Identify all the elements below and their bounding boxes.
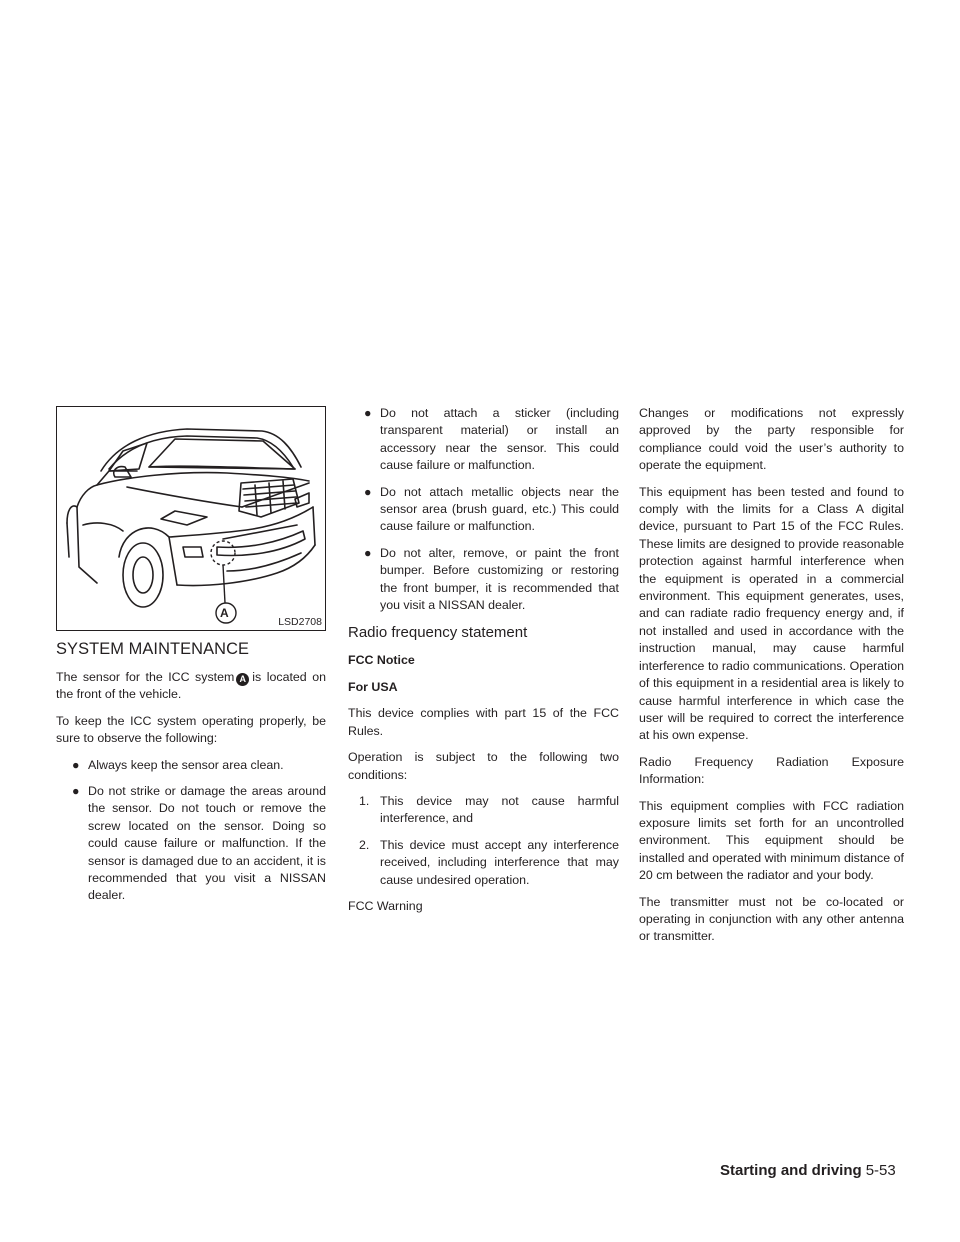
bullet-icon: ● [72, 757, 80, 772]
list-item [56, 783, 326, 905]
bullet-icon: ● [364, 406, 372, 420]
list-item-text: Always keep the sensor area clean. [88, 757, 284, 772]
sensor-location-paragraph [56, 669, 326, 704]
list-item [348, 837, 619, 889]
sensor-text-after: is located on the front of the vehicle. [56, 670, 326, 702]
conditions-intro-paragraph: Operation is subject to the following two conditions: [348, 750, 619, 782]
vehicle-sensor-figure [56, 406, 326, 631]
system-maintenance-heading: SYSTEM MAINTENANCE [56, 640, 250, 658]
list-item-text: Do not strike or damage the areas around the sensor. Do not touch or remove the screw located on the sensor. Doing so could cause failure or malfunction. If the sensor is damaged due to an accident, it is recommended that you visit a NISSAN dealer. [88, 784, 326, 903]
bullet-icon: ● [364, 484, 372, 499]
bullet-icon: ● [364, 545, 372, 560]
list-item-text: Do not attach a sticker (including transparent material) or install an accessory near the sensor. This could cause failure or malfunction. [380, 406, 619, 473]
exposure-info-label: Radio Frequency Radiation Exposure Information: [639, 754, 904, 787]
list-item-number: 1. [359, 793, 370, 808]
page-footer [720, 1161, 910, 1181]
radio-frequency-heading: Radio frequency statement [348, 624, 528, 642]
maintenance-list-col1 [56, 757, 326, 905]
page-number: 5-53 [865, 1162, 896, 1179]
figure-code: LSD2708 [278, 616, 322, 628]
transmitter-paragraph: The transmitter must not be co-located or operating in conjunction with any other antenna or transmitter. [639, 894, 904, 944]
list-item-text: Do not attach metallic objects near the sensor area (brush guard, etc.) This could cause failure or malfunction. [380, 484, 619, 534]
for-usa-heading: For USA [348, 679, 398, 694]
exposure-limits-paragraph: This equipment complies with FCC radiation exposure limits set forth for an uncontrolled environment. This equipment should be installed and operated with minimum distance of 20 cm between the radiator and your body. [639, 798, 904, 883]
bullet-icon: ● [72, 784, 80, 799]
changes-paragraph: Changes or modifications not expressly approved by the party responsible for compliance could void the user’s authority to operate the equipment. [639, 406, 904, 473]
callout-a-badge: A [236, 673, 249, 686]
list-item-number: 2. [359, 837, 370, 852]
fcc-compliance-paragraph: This device complies with part 15 of the FCC Rules. [348, 706, 619, 738]
list-item [348, 405, 619, 475]
list-item [348, 484, 619, 536]
column-3 [639, 405, 904, 955]
column-2 [348, 405, 619, 924]
list-item-text: This device may not cause harmful interference, and [380, 793, 619, 826]
sensor-text-before: The sensor for the ICC system [56, 670, 235, 684]
list-item [348, 793, 619, 828]
column-1 [56, 406, 326, 914]
observe-paragraph: To keep the ICC system operating properly, be sure to observe the following: [56, 713, 326, 746]
list-item-text: Do not alter, remove, or paint the front bumper. Before customizing or restoring the front bumper, it is recommended that you visit a NISSAN dealer. [380, 545, 619, 613]
callout-label-a: A [220, 606, 229, 620]
footer-section-title: Starting and driving [720, 1162, 862, 1179]
fcc-notice-heading: FCC Notice [348, 653, 415, 668]
list-item-text: This device must accept any interference received, including interference that may cause undesired operation. [380, 837, 619, 887]
maintenance-list-col2 [348, 405, 619, 614]
fcc-warning-label: FCC Warning [348, 898, 423, 913]
class-a-paragraph: This equipment has been tested and found to comply with the limits for a Class A digital device, pursuant to Part 15 of the FCC Rules. These limits are designed to provide reasonable protection against harmful interference when the equipment is operated in a commercial environment. This equipment generates, uses, and can radiate radio frequency energy and, if not installed and used in accordance with the instruction manual, may cause harmful interference to radio communications. Operation of this equipment in a residential area is likely to cause harmful interference in which case the user will be required to correct the interference at his own expense. [639, 484, 904, 743]
vehicle-front-illustration [57, 407, 325, 630]
list-item [348, 545, 619, 615]
conditions-list [348, 793, 619, 889]
list-item [56, 757, 326, 774]
